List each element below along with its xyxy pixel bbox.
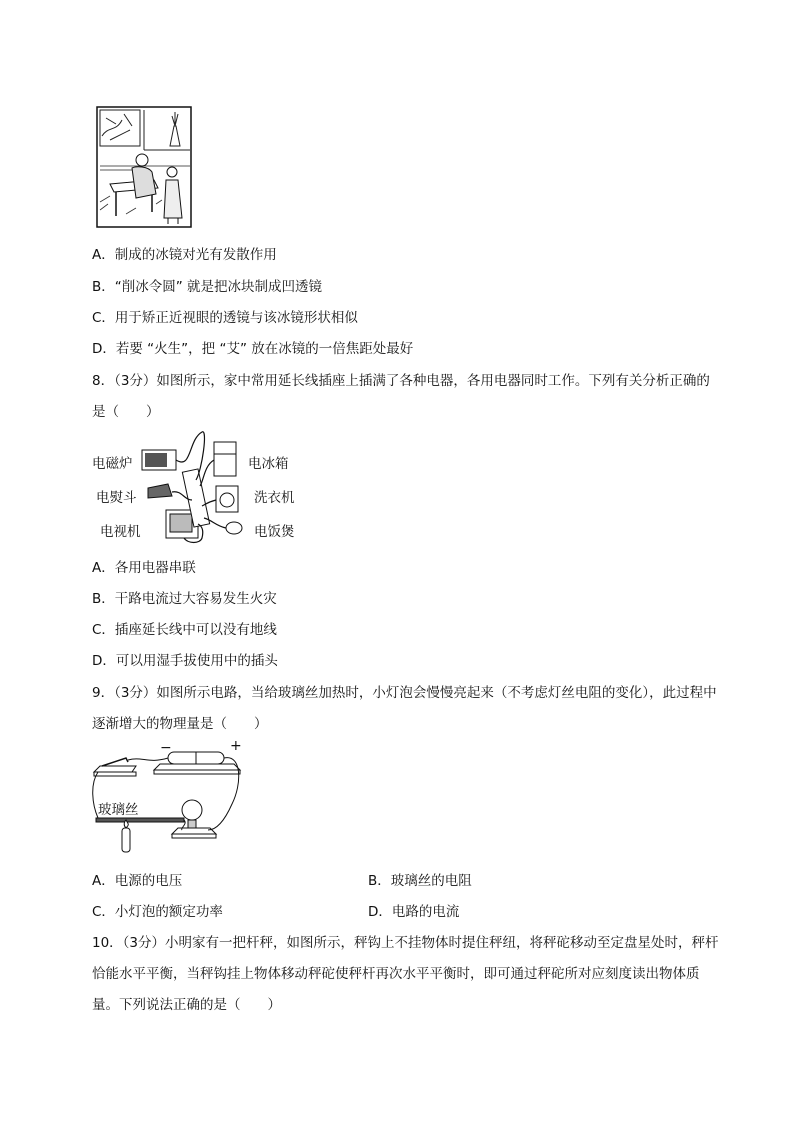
q7-option-d: D．若要 “火生”，把 “艾” 放在冰镜的一倍焦距处最好 bbox=[92, 341, 414, 357]
q8-option-c: C．插座延长线中可以没有地线 bbox=[92, 622, 277, 638]
q7-option-a: A．制成的冰镜对光有发散作用 bbox=[92, 247, 277, 263]
q9-option-a: A．电源的电压 bbox=[92, 873, 183, 889]
q9-option-d: D．电路的电流 bbox=[368, 904, 460, 920]
label-fridge: 电冰箱 bbox=[248, 456, 289, 472]
q7-option-b: B．“削冰令圆” 就是把冰块制成凹透镜 bbox=[92, 279, 323, 295]
q9-circuit-figure bbox=[92, 738, 252, 856]
q7-illustration bbox=[96, 106, 192, 228]
q9-option-c: C．小灯泡的额定功率 bbox=[92, 904, 223, 920]
q9-option-b: B．玻璃丝的电阻 bbox=[368, 873, 472, 889]
q10-stem-line1: 10．（3分）小明家有一把杆秤，如图所示，秤钩上不挂物体时提住秤纽，将秤砣移动至定盘星处时，秤杆 bbox=[92, 935, 719, 951]
label-rice-cooker: 电饭煲 bbox=[254, 524, 295, 540]
q8-option-d: D．可以用湿手拔使用中的插头 bbox=[92, 653, 278, 669]
label-microwave: 电磁炉 bbox=[92, 456, 133, 472]
q8-figure bbox=[92, 430, 312, 546]
q10-stem-line2: 恰能水平平衡，当秤钩挂上物体移动秤砣使秤杆再次水平平衡时，即可通过秤砣所对应刻度读出物体质 bbox=[92, 966, 700, 982]
q9-stem-line1: 9．（3分）如图所示电路，当给玻璃丝加热时，小灯泡会慢慢亮起来（不考虑灯丝电阻的变化），此过程中 bbox=[92, 685, 717, 701]
q9-stem-line2: 逐渐增大的物理量是（ ） bbox=[92, 716, 268, 732]
label-glass-wire: 玻璃丝 bbox=[98, 802, 139, 818]
q8-option-a: A．各用电器串联 bbox=[92, 560, 196, 576]
q8-option-b: B．干路电流过大容易发生火灾 bbox=[92, 591, 277, 607]
battery-minus-sign: − bbox=[160, 740, 172, 756]
q10-stem-line3: 量。下列说法正确的是（ ） bbox=[92, 997, 281, 1013]
battery-plus-sign: + bbox=[230, 738, 242, 754]
label-iron: 电熨斗 bbox=[96, 490, 137, 506]
label-washer: 洗衣机 bbox=[254, 490, 295, 506]
label-tv: 电视机 bbox=[100, 524, 141, 540]
q8-stem-line2: 是（ ） bbox=[92, 404, 160, 420]
q7-option-c: C．用于矫正近视眼的透镜与该冰镜形状相似 bbox=[92, 310, 358, 326]
q8-stem-line1: 8．（3分）如图所示，家中常用延长线插座上插满了各种电器，各用电器同时工作。下列有关分析正确的 bbox=[92, 373, 710, 389]
